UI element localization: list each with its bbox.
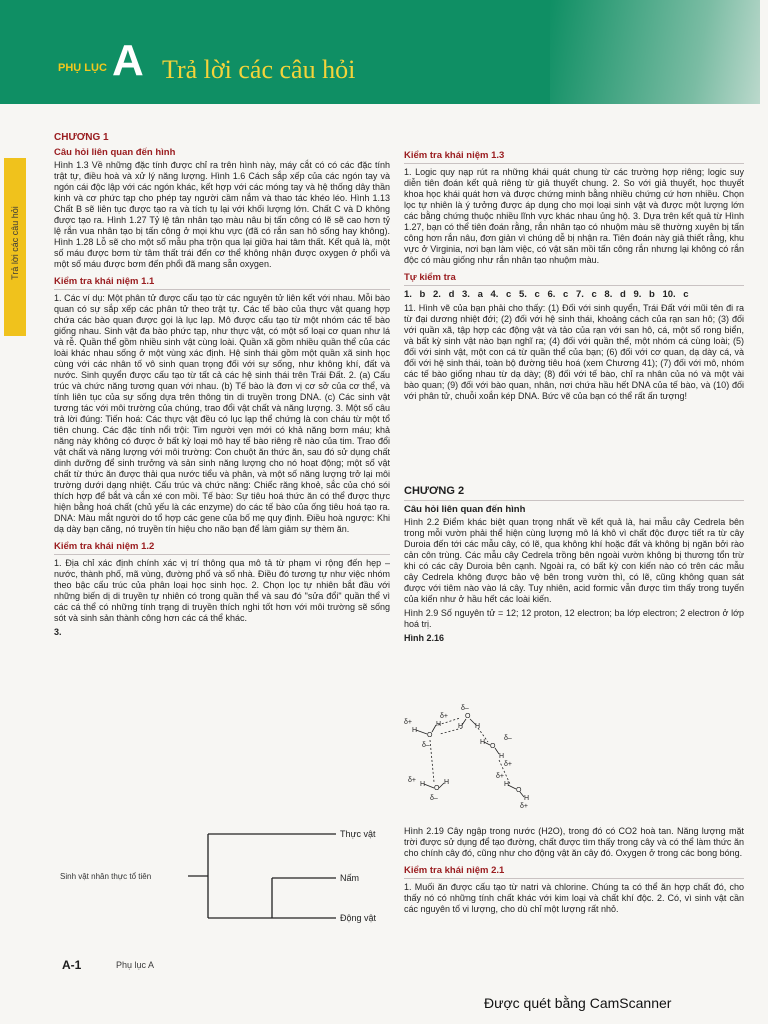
header-banner	[0, 0, 760, 104]
chapter-heading: CHƯƠNG 1	[54, 132, 109, 143]
section-divider	[404, 285, 744, 286]
section-divider	[404, 163, 744, 164]
answer-key: 1. b 2. d 3. a 4. c 5. c 6. c 7. c 8. d 9. b 10. c	[404, 289, 689, 300]
side-tab-label: Trả lời các câu hỏi	[10, 206, 20, 280]
tree-root-label: Sinh vật nhân thực tổ tiên	[60, 872, 152, 881]
partial-charge: δ+	[496, 773, 504, 780]
partial-charge: δ–	[422, 742, 430, 749]
side-tab	[4, 158, 26, 336]
banner-shadow	[550, 0, 760, 104]
hydrogen-atom: H	[412, 727, 418, 734]
tree-leaf-label: Động vật	[340, 913, 377, 923]
section-heading: Kiểm tra khái niệm 1.3	[404, 150, 505, 161]
section-text: 1. Địa chỉ xác định chính xác vị trí thông qua mô tả từ phạm vi rộng đến hẹp – nước, thành phố, mã vùng, đường phố và số nhà. Điều đó tương tự như việc nhóm theo bậc cấu trúc của phân loại học sinh học. 2. Chọn lọc tự nhiên bắt đầu với những biến dị di truyền tự nhiên có trong quần thể và sau đó "sửa đổi" quần thể vì các cá thể có những tính trạng di truyền thích nghi tốt hơn với môi trường sẽ sống sót và sinh sản thành công hơn các cá thể khác.	[54, 558, 390, 623]
right-column-chapter-2	[404, 486, 744, 647]
partial-charge: δ+	[404, 719, 412, 726]
figure-label: Hình 2.16	[404, 633, 445, 643]
oxygen-atom: O	[490, 743, 496, 750]
left-column	[54, 132, 390, 641]
section-divider	[404, 878, 744, 879]
partial-charge: δ–	[461, 705, 469, 712]
hydrogen-atom: H	[444, 779, 450, 786]
section-divider	[54, 289, 390, 290]
figure-answer: Hình 2.9 Số nguyên tử = 12; 12 proton, 12 electron; ba lớp electron; 2 electron ở lớp hoá trị.	[404, 608, 744, 629]
right-column-bottom	[404, 826, 744, 918]
footer-section: Phụ lục A	[116, 960, 155, 970]
partial-charge: δ+	[408, 777, 416, 784]
section-text: Hình 1.3 Về những đặc tính được chỉ ra trên hình này, máy cắt có có các đặc tính trật tự, điều hoà và xử lý năng lượng. Hình 1.6 Cách sắp xếp của các ngón tay và ngón cái độc lập với các ngón khác, kết hợp với các móng tay và hệ thống dây thần kinh và cơ phức tạp cho phép tay người cầm nắm và thao tác khéo léo. Hình 1.13 Chất B sẽ liên tục được tạo ra và tích tụ lại với khối lượng lớn. Chất C và D không được tạo ra. Hình 1.27 Tỷ lệ tân nhân tạo màu nâu bị tấn công có lẽ sẽ cao hơn tỷ lệ rắn vua nhân tạo bị tấn công ở mọi khu vực (đã có rắn san hô sống hay không). Hình 1.28 Lỗ sẽ cho một số mẫu pha trộn qua lại giữa hai tâm thất. Kết quả là, một số máu được bơm từ tâm thất trái đến cơ thể không nhận được oxygen ở phổi và một số máu được bơm đến phổi đã mang sẵn oxygen.	[54, 160, 390, 269]
section-heading: Câu hỏi liên quan đến hình	[404, 504, 526, 515]
water-molecules-diagram	[400, 704, 550, 814]
section-text: 11. Hình vẽ của bạn phải cho thấy: (1) Đối với sinh quyển, Trái Đất với mũi tên đi ra từ đại dương nhiệt đới; (2) đối với hệ sinh thái, khoảng cách của rạn san hô; (3) đối với quần xã, tập hợp các động vật và tảo của rạn với san hô, cá, một số rong biển, và bất kỳ sinh vật nào bạn nghĩ ra; (4) đối với quần thể, một nhóm cá cùng loài; (5) đối với sinh vật, một con cá từ quần thể của bạn; (6) đối với cơ quan, dạ dày cá, và đối với hệ sinh thái, toàn bộ đường tiêu hoá (xem Chương 41); (7) đối với mô, nhóm các tế bào giống nhau từ dạ dày; (8) đối với tế bào, chỉ ra nhân của nó và một vài bào quan; (9) đối với bào quan, nhân, nơi chứa hầu hết DNA của tế bào, và (10) đối với phân tử, chuỗi xoắn kép DNA. Bức vẽ của bạn có thể rất ấn tượng!	[404, 303, 744, 401]
partial-charge: δ+	[440, 713, 448, 720]
hydrogen-atom: H	[524, 795, 530, 802]
phylogenetic-tree	[60, 826, 390, 936]
hydrogen-atom: H	[420, 781, 426, 788]
hydrogen-atom: H	[458, 723, 464, 730]
item-number: 3.	[54, 627, 62, 637]
chapter-heading: CHƯƠNG 2	[404, 485, 465, 497]
section-heading: Câu hỏi liên quan đến hình	[54, 147, 176, 158]
section-text: Hình 2.2 Điểm khác biệt quan trọng nhất về kết quả là, hai mẫu cây Cedrela bên trong mỗi vườn phải thể hiện cùng lượng mô lá khô vì chất độc được tiết ra từ cây Duroia đến tới các mẫu cây, có lẽ, qua không khí hoặc đất và không bị ngăn bởi rào cản côn trùng. Các mẫu cây Cedrela trồng bên ngoài vườn không bị thương tổn trừ khi có các cây Duroia bên cạnh. Ngoài ra, có bất kỳ con kiến nào có trên các mẫu cây Cedrela không được bảo vệ bên trong vườn thì, có lẽ, cũng không quan sát được với tiêm nào vào lá cây. Tuy nhiên, acid formic vẫn được tìm thấy trong tuyến của kiến như ở hầu hết các loài kiến.	[404, 517, 744, 604]
scanner-watermark: Được quét bằng CamScanner	[484, 995, 672, 1011]
section-text: 1. Muối ăn được cấu tạo từ natri và chlorine. Chúng ta có thể ăn hợp chất đó, cho thấy nó có những tính chất khác với kim loại và chất khí độc. 2. Có, vì sinh vật cần các nguyên tố vi lượng, cho dù chỉ một lượng rất nhỏ.	[404, 882, 744, 914]
partial-charge: δ+	[520, 803, 528, 810]
hydrogen-atom: H	[475, 723, 481, 730]
hydrogen-atom: H	[436, 721, 442, 728]
tree-leaf-label: Thực vật	[340, 829, 376, 839]
partial-charge: δ–	[430, 795, 438, 802]
section-heading: Kiểm tra khái niệm 1.1	[54, 276, 155, 287]
oxygen-atom: O	[516, 787, 522, 794]
oxygen-atom: O	[427, 732, 433, 739]
oxygen-atom: O	[465, 713, 471, 720]
partial-charge: δ–	[504, 735, 512, 742]
section-heading: Kiểm tra khái niệm 1.2	[54, 541, 155, 552]
appendix-label: PHỤ LỤC	[58, 62, 107, 74]
page-title: Trả lời các câu hỏi	[162, 55, 356, 84]
figure-answer: Hình 2.19 Cây ngập trong nước (H2O), trong đó có CO2 hoà tan. Năng lượng mặt trời được sử dụng để tạo đường, chất được tìm thấy trong cây và có thể làm thức ăn cho chính cây đó, cũng như cho động vật ăn cây đó. Oxygen ở trong các bong bóng.	[404, 826, 744, 858]
hydrogen-atom: H	[480, 739, 486, 746]
section-divider	[404, 500, 744, 501]
hydrogen-atom: H	[499, 753, 505, 760]
section-heading: Kiểm tra khái niệm 2.1	[404, 865, 505, 876]
page-number: A-1	[62, 958, 82, 972]
section-heading: Tự kiểm tra	[404, 272, 456, 283]
tree-leaf-label: Nấm	[340, 873, 360, 883]
hydrogen-atom: H	[504, 781, 510, 788]
appendix-letter: A	[112, 36, 144, 85]
partial-charge: δ+	[504, 761, 512, 768]
section-divider	[54, 554, 390, 555]
section-text: 1. Các ví dụ: Một phân tử được cấu tạo từ các nguyên tử liên kết với nhau. Mỗi bào quan có sự sắp xếp các phân tử theo trật tự. Các tế bào của thực vật quang hợp chứa các bào quan được gọi là lục lạp. Mô được cấu tạo từ một nhóm các tế bào giống nhau. Sinh vật đa bào phức tạp, như thực vật, có một số loại cơ quan như lá và rễ. Quần thể gồm nhiều sinh vật cùng loài. Quần xã gồm nhiều quần thể của các loài khác nhau sống ở một vùng xác định. Hệ sinh thái gồm một quần xã sinh học cùng với các nhân tố vô sinh quan trọng đối với sự sống, như không khí, đất và nước. Sinh quyển được cấu tạo từ tất cả các hệ sinh thái trên Trái Đất. 2. (a) Cấu trúc và chức năng tương quan với nhau. (b) Tế bào là đơn vị cơ sở của cơ thể, và tính liên tục của sự sống dựa trên thông tin di truyền trong DNA. (c) Các sinh vật tương tác với môi trường của chúng, trao đổi vật chất và năng lượng. 3. Một số câu trả lời đúng: Tiến hoá: Các thực vật đều có lục lạp thể chứng là con cháu từ một tổ tiên chung. Các đặc tính nổi trội: Tim người vẹn mới có khả năng bơm máu; khả năng này không có được ở bất kỳ loại mô hay tế bào riêng rẽ nào của tim. Trao đổi vật chất và năng lượng với môi trường: Con chuột ăn thức ăn, sau đó sử dụng chất dinh dưỡng để sinh trưởng và sản sinh năng lượng cho nó hoạt động; một số vật chất từ thức ăn được thải qua nước tiểu và phân, và một số năng lượng trở lại môi trường dưới dạng nhiệt. Cấu trúc và chức năng: Chiếc răng khoẻ, sắc của chó sói thích hợp để bắt và cắn xé con mồi. Tế bào: Sự tiêu hoá thức ăn có thể được thực hiện bằng hoá chất (chủ yếu là các enzyme) do các tế bào của ống tiêu hoá tạo ra. DNA: Màu mắt người do tổ hợp các gene của bố mẹ quy định. Điều hoà ngược: Khi dạ dày bạn căng, nó truyền tín hiệu cho não bạn để làm giảm sự thèm ăn.	[54, 293, 390, 534]
section-text: 1. Logic quy nạp rút ra những khái quát chung từ các trường hợp riêng; logic suy diễn tiên đoán kết quả riêng từ giả thuyết chung. 2. So với giả thuyết, học thuyết khoa học khái quát hơn và được chứng minh bằng nhiều chứng cứ hơn nhiều. Chọn lọc tự nhiên là ý tưởng được áp dụng cho mọi loại sinh vật và được một lượng lớn các bằng chứng thuộc nhiều lĩnh vực khác nhau ủng hộ. 3. Dựa trên kết quả từ Hình 1.27, bạn có thể tiên đoán rằng, rắn nhân tạo có nhuộm màu sẽ thường xuyên bị tấn công hơn rắn nâu, đơn giản vì chúng dễ bị nhận ra. Tiên đoán này giả thiết rằng, khu vực ở Virginia, nơi bạn làm việc, có vật săn mồi tấn công rắn nhưng lại không có rắn độc có màu giống như rắn nhân tạo nhuộm màu.	[404, 167, 744, 265]
oxygen-atom: O	[434, 785, 440, 792]
right-column	[404, 150, 744, 405]
